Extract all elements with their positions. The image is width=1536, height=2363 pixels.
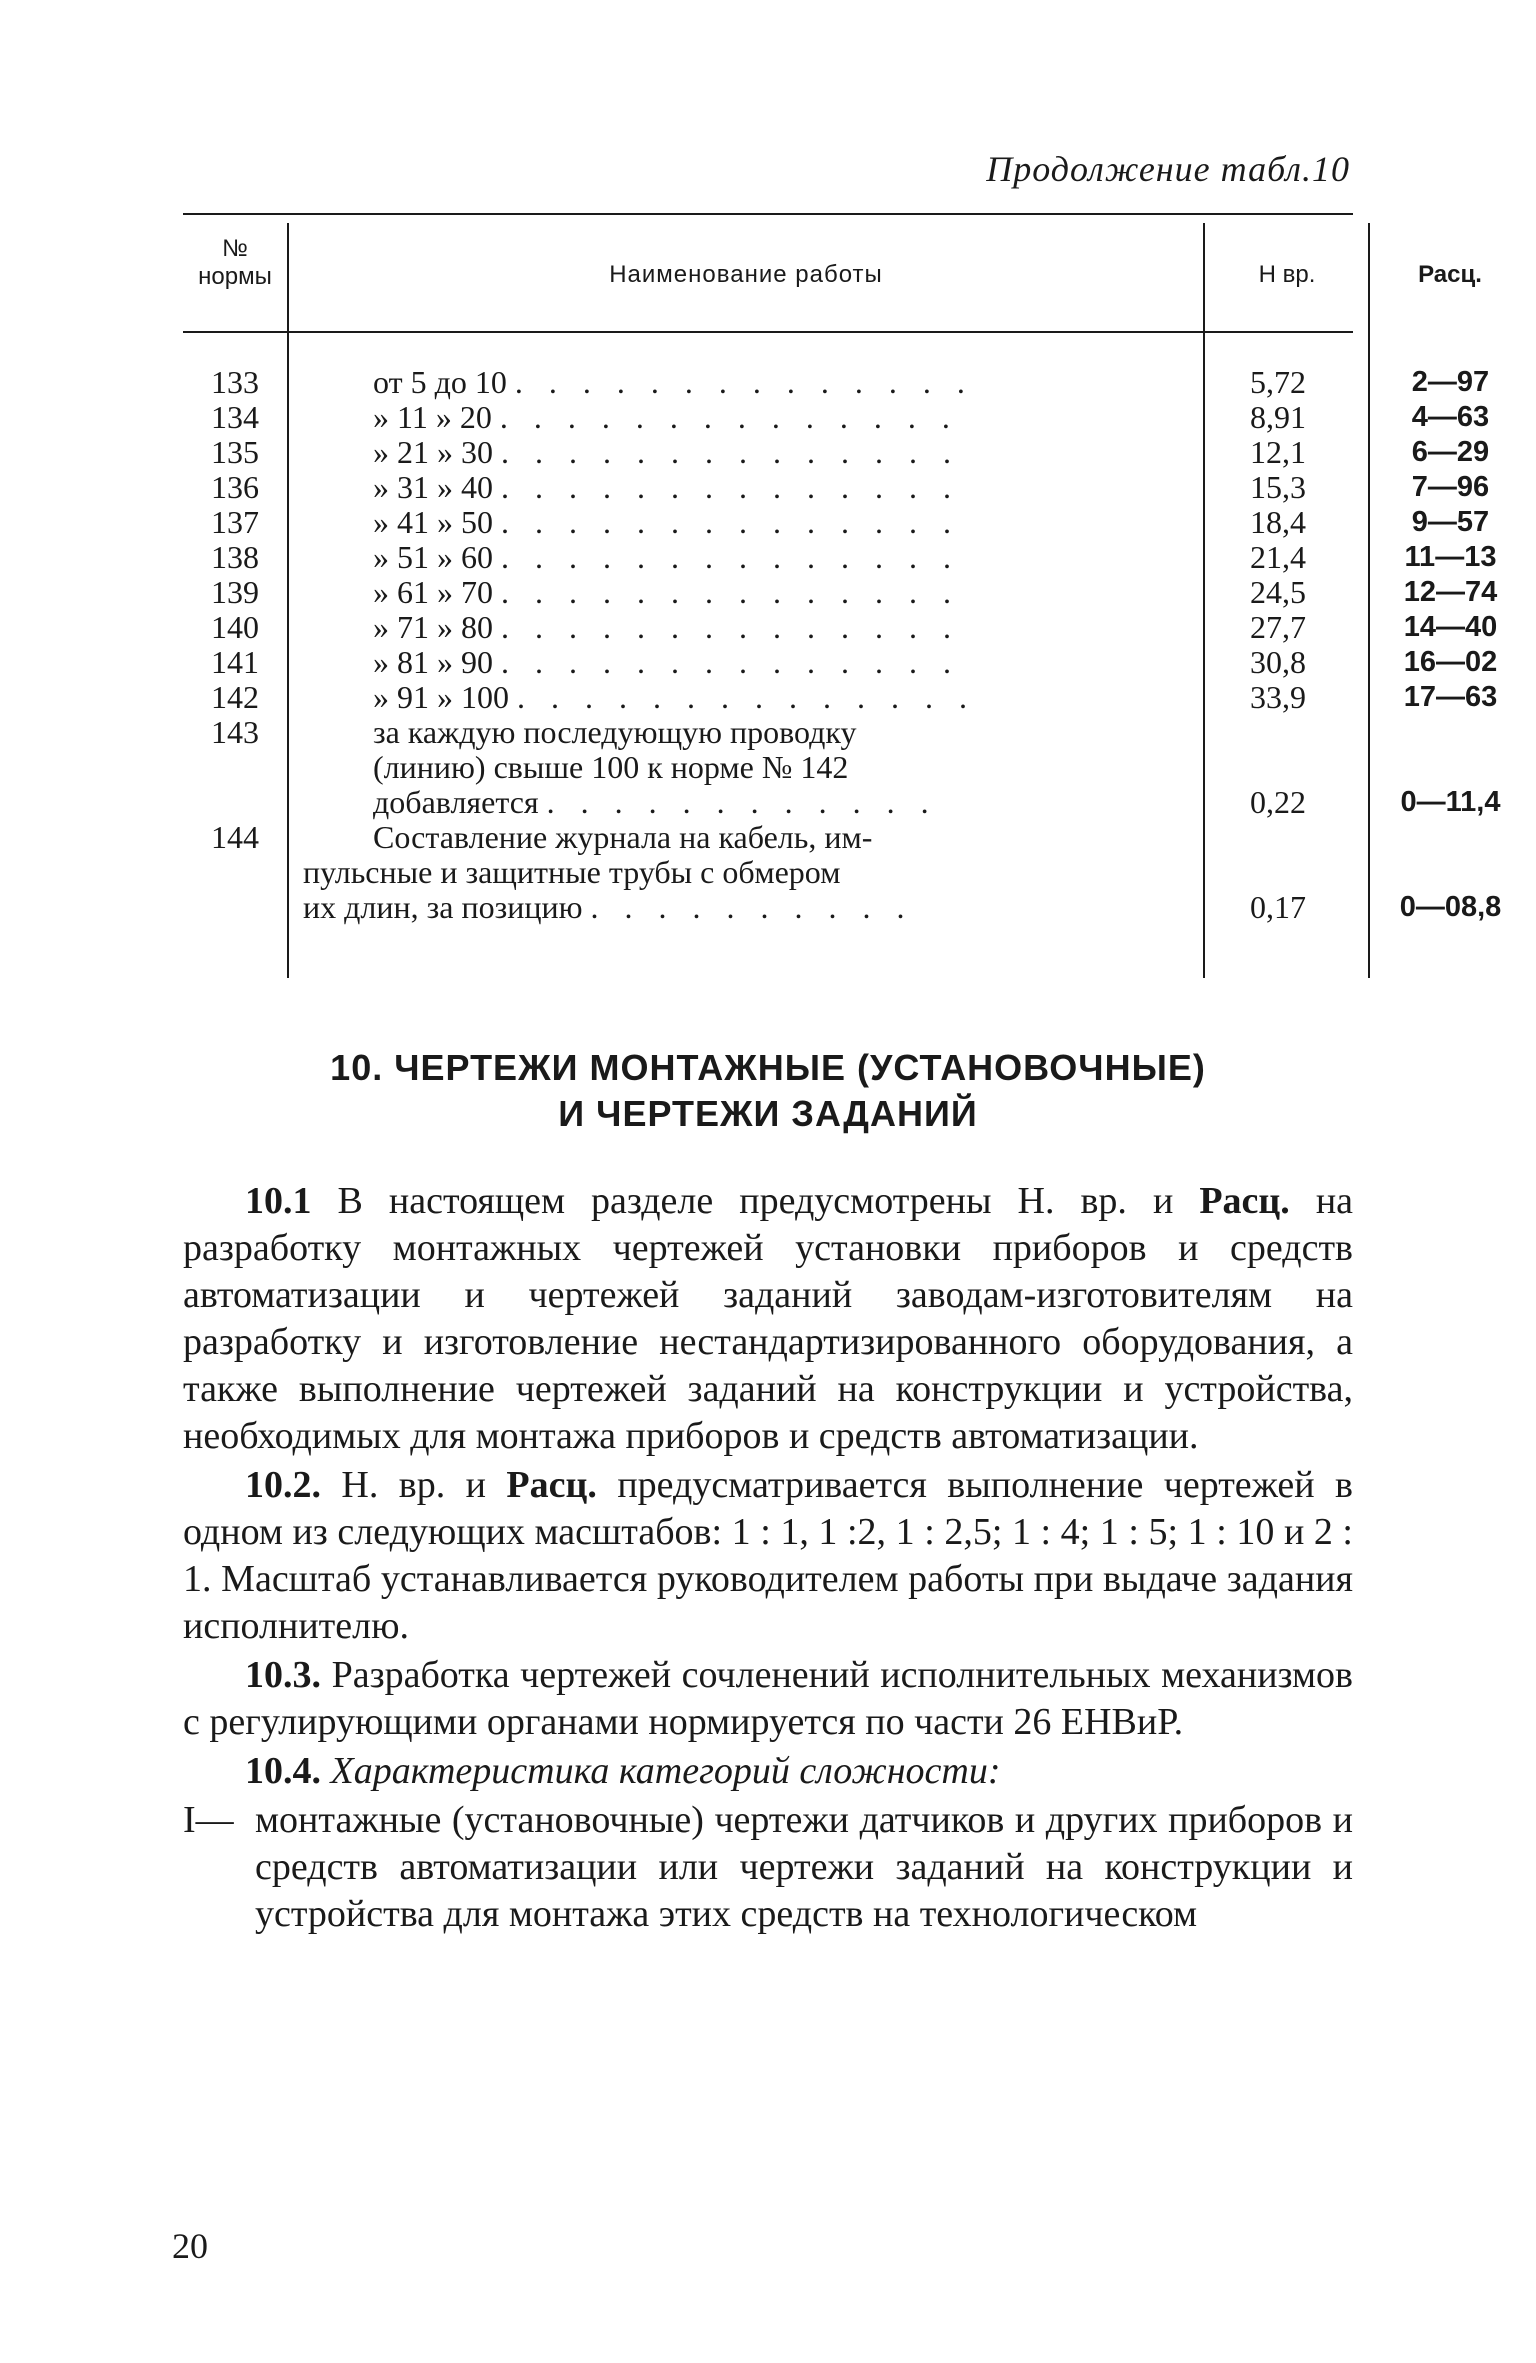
time-norm: 5,72 (1250, 364, 1306, 400)
rate: 2—97 (1411, 366, 1490, 398)
paragraph-10-4: 10.4. Характеристика категорий сложности: (245, 1750, 1001, 1792)
work-name: » 71 » 80 . . . . . . . . . . . . . . (373, 610, 960, 645)
rate: 12—74 (1403, 576, 1498, 608)
time-norm: 24,5 (1250, 574, 1306, 610)
rate: 0—11,4 (1400, 786, 1501, 818)
work-name: » 31 » 40 . . . . . . . . . . . . . . (373, 470, 960, 505)
page-number: 20 (172, 2226, 208, 2266)
work-name: » 11 » 20 . . . . . . . . . . . . . . (373, 400, 959, 435)
paragraph-10-1: 10.1 В настоящем разделе предусмотрены Н. вр. и Расц. на разработку монтажных чертежей установки приборов и средств автоматизации и чертежей заданий заводам-изготовителям на разработку и изготовление нестандартизированного оборудования, а также выполнение чертежей заданий на конструкции и устройства, необходимых для монтажа приборов и средств автоматизации. (183, 1180, 1354, 1457)
work-name: » 21 » 30 . . . . . . . . . . . . . . (373, 435, 960, 470)
header-norm-number: № нормы (198, 235, 272, 290)
norm-number: 143 (211, 714, 259, 750)
time-norm: 30,8 (1250, 644, 1306, 680)
table-caption: Продолжение табл.10 (986, 149, 1350, 189)
work-name: за каждую последующую проводку (линию) свыше 100 к норме № 142 добавляется . . . . . . . . . . . . (373, 715, 938, 820)
norm-number: 134 (211, 399, 259, 435)
rate: 17—63 (1403, 681, 1498, 713)
time-norm: 15,3 (1250, 469, 1306, 505)
time-norm: 33,9 (1250, 679, 1306, 715)
norm-number: 141 (211, 644, 259, 680)
header-work-name: Наименование работы (609, 261, 883, 288)
norm-number: 135 (211, 434, 259, 470)
norm-number: 144 (211, 819, 259, 855)
time-norm: 18,4 (1250, 504, 1306, 540)
norm-number: 140 (211, 609, 259, 645)
table-top-rule (183, 213, 1353, 215)
time-norm: 21,4 (1250, 539, 1306, 575)
rate: 14—40 (1403, 611, 1498, 643)
norm-number: 139 (211, 574, 259, 610)
time-norm: 27,7 (1250, 609, 1306, 645)
rate: 6—29 (1411, 436, 1490, 468)
norms-table (183, 213, 1502, 978)
rate: 9—57 (1411, 506, 1490, 538)
work-name: от 5 до 10 . . . . . . . . . . . . . . (373, 365, 974, 400)
norm-number: 137 (211, 504, 259, 540)
header-time-norm: Н вр. (1258, 261, 1316, 288)
rate: 16—02 (1403, 646, 1498, 678)
work-name: » 81 » 90 . . . . . . . . . . . . . . (373, 645, 960, 680)
work-name: » 61 » 70 . . . . . . . . . . . . . . (373, 575, 960, 610)
work-name: Составление журнала на кабель, им- пульсные и защитные трубы с обмером их длин, за позицию . . . . . . . . . . (303, 820, 914, 925)
norm-number: 136 (211, 469, 259, 505)
norm-number: 142 (211, 679, 259, 715)
header-rate: Расц. (1418, 261, 1482, 288)
time-norm: 0,22 (1250, 784, 1306, 820)
rate: 11—13 (1404, 541, 1497, 573)
paragraph-10-3: 10.3. Разработка чертежей сочленений исполнительных механизмов с регулирующими органами нормируется по части 26 ЕНВиР. (183, 1654, 1353, 1743)
rate: 0—08,8 (1399, 891, 1502, 923)
work-name: » 51 » 60 . . . . . . . . . . . . . . (373, 540, 960, 575)
section-heading: 10. ЧЕРТЕЖИ МОНТАЖНЫЕ (УСТАНОВОЧНЫЕ) И ЧЕРТЕЖИ ЗАДАНИЙ (330, 1047, 1206, 1134)
table-header-rule (183, 331, 1353, 333)
time-norm: 12,1 (1250, 434, 1306, 470)
category-item-1: I— монтажные (установочные) чертежи датчиков и других приборов и средств автоматизации или чертежи заданий на конструкции и устройства для монтажа этих средств на технологическом (183, 1799, 1353, 1935)
section-body (183, 1178, 1353, 1938)
norm-number: 133 (211, 364, 259, 400)
rate: 4—63 (1411, 401, 1490, 433)
paragraph-10-2: 10.2. Н. вр. и Расц. предусматривается выполнение чертежей в одном из следующих масштабов: 1 : 1, 1 :2, 1 : 2,5; 1 : 4; 1 : 5; 1 : 10 и 2 : 1. Масштаб устанавливается руководителем работы при выдаче задания исполнителю. (183, 1464, 1353, 1647)
time-norm: 0,17 (1250, 889, 1306, 925)
norm-number: 138 (211, 539, 259, 575)
rate: 7—96 (1411, 471, 1490, 503)
time-norm: 8,91 (1250, 399, 1306, 435)
work-name: » 41 » 50 . . . . . . . . . . . . . . (373, 505, 960, 540)
work-name: » 91 » 100 . . . . . . . . . . . . . . (373, 680, 976, 715)
